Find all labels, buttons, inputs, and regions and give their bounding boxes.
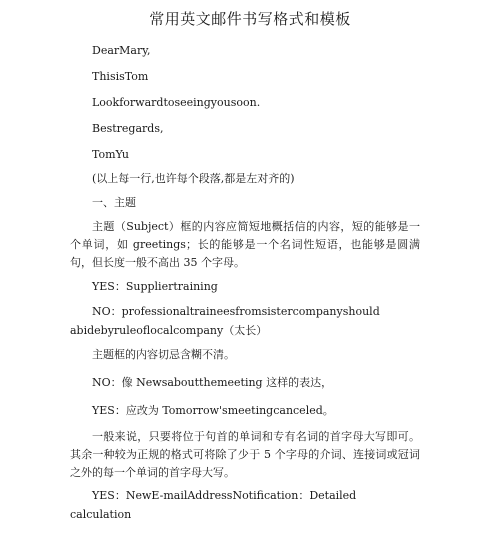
paragraph-avoid-vague: 主题框的内容切忌含糊不清。 [92, 348, 235, 361]
letter-greeting: DearMary, [92, 44, 151, 57]
letter-closing: Bestregards, [92, 122, 164, 135]
paragraph-subject-rule: 主题（Subject）框的内容应简短地概括信的内容，短的能够是一个单词，如 greetings；长的能够是一个名词性短语，也能够是圆满句，但长度一般不高出 35 个字母。 [70, 220, 420, 269]
alignment-note: (以上每一行,也许每个段落,都是左对齐的) [92, 172, 295, 185]
example-no-1-line2: abidebyruleoflocalcompany（太长） [70, 324, 268, 337]
example-yes-3-line2: calculation [70, 508, 132, 521]
example-no-2: NO：像 Newsaboutthemeeting 这样的表达， [92, 376, 333, 389]
document-title: 常用英文邮件书写格式和模板 [149, 10, 351, 28]
example-no-1-line1: NO：professionaltraineesfromsistercompanyshould [92, 305, 380, 318]
letter-body: Lookforwardtoseeingyousoon. [92, 96, 261, 109]
example-yes-3-line1: YES：NewE-mailAddressNotification：Detailed [92, 489, 357, 502]
letter-intro: ThisisTom [92, 70, 149, 83]
example-yes-2: YES：应改为 Tomorrow'smeetingcanceled。 [92, 404, 334, 417]
example-yes-1: YES：Suppliertraining [92, 280, 218, 293]
paragraph-capitalization-rule: 一般来说，只要将位于句首的单词和专有名词的首字母大写即可。其余一种较为正规的格式可将除了少于 5 个字母的介词、连接词或冠词之外的每一个单词的首字母大写。 [70, 430, 420, 479]
section-heading-subject: 一、主题 [92, 196, 136, 209]
letter-signature: TomYu [92, 148, 129, 161]
